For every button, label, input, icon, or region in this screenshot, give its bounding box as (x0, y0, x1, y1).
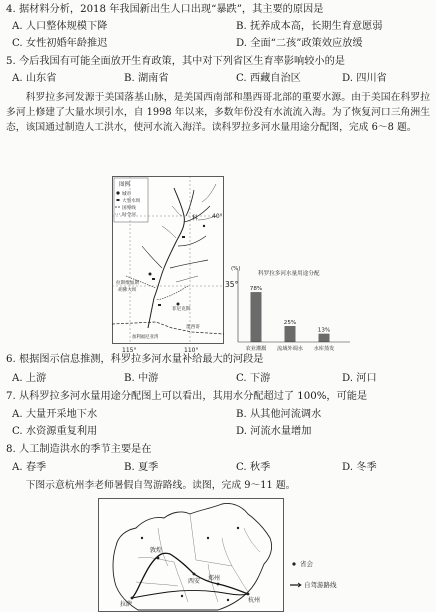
map1-legend-border: 国界线 (122, 206, 136, 211)
q5-stem: 5. 今后我国有可能全面放开生育政策，其中对下列省区生育率影响较小的是 (6, 56, 345, 67)
q7-option-d: D. 河流水量增加 (236, 426, 312, 437)
q6-option-b: B. 中游 (124, 373, 159, 384)
q8-option-c: C. 秋季 (236, 462, 271, 473)
map1-label-gulf: 加利福尼亚湾 (132, 335, 159, 340)
map1-legend-city: 城市 (122, 192, 132, 197)
china-roadtrip-map (98, 498, 284, 612)
map1-legend-seasonal-river: 时令河 (122, 213, 136, 218)
map1-label-lasvegas: 拉斯维加斯 (116, 281, 139, 286)
q7-stem: 7. 从科罗拉多河水量用途分配图上可以看出，其用水分配超过了 100%，可能是 (6, 391, 368, 402)
bar-1 (285, 326, 296, 342)
q8-option-a: A. 春季 (12, 462, 47, 473)
q5-option-c: C. 西藏自治区 (236, 73, 301, 84)
map2-label-dunhuang: 敦煌 (150, 547, 163, 554)
q5-option-b: B. 湖南省 (124, 73, 169, 84)
q6-stem: 6. 根据图示信息推测，科罗拉多河水量补给最大的河段是 (6, 354, 264, 365)
capital-symbol-icon (292, 562, 295, 565)
q5-option-d: D. 四川省 (342, 73, 387, 84)
map1-lat-40: 40° (212, 213, 223, 220)
bar-0 (251, 292, 262, 342)
map1-lat-35: 35° (225, 280, 239, 289)
chart-ylabel: (%) (231, 266, 241, 272)
q8-option-b: B. 夏季 (124, 462, 159, 473)
chart-title: 科罗拉多河水量用途分配 (258, 271, 320, 277)
map1-label-hoover: 胡佛大坝 (118, 288, 137, 293)
colorado-basin-map (112, 176, 224, 354)
q7-option-a: A. 大量开采地下水 (12, 409, 98, 420)
q4-option-b: B. 抚养成本高，长期生育意愿弱 (236, 21, 383, 32)
map1-lon-115: 115° (122, 347, 137, 354)
bar-value-label-1: 25% (283, 320, 297, 326)
passage-roadtrip: 下图示意杭州李老师暑假自驾游路线。读图，完成 9～11 题。 (25, 480, 296, 491)
map2-label-zhengzhou: 郑州 (208, 575, 221, 582)
water-use-bar-chart (230, 264, 352, 354)
map2-legend (290, 558, 370, 594)
map1-label-phoenix: 菲尼克斯 (172, 307, 191, 312)
q4-option-d: D. 全面“二孩”政策效应放缓 (236, 38, 363, 49)
bar-2 (319, 334, 330, 342)
q4-stem: 4. 据材料分析，2018 年我国新出生人口出现“暴跌”，其主要的原因是 (6, 4, 324, 15)
q7-option-c: C. 水资源重复利用 (12, 426, 98, 437)
q6-option-c: C. 下游 (236, 373, 271, 384)
map2-legend-capital: 省会 (300, 560, 313, 568)
map2-label-hangzhou: 杭州 (248, 597, 261, 604)
map2-label-lasa: 拉萨 (120, 601, 133, 608)
q8-stem: 8. 人工制造洪水的季节主要是在 (6, 444, 152, 455)
q6-option-d: D. 河口 (342, 373, 377, 384)
map1-label-river: 科 (192, 215, 199, 222)
bar-value-label-0: 78% (249, 286, 263, 293)
bar-category-label-0: 农业灌溉 (245, 346, 267, 352)
map1-lon-110: 110° (184, 347, 199, 354)
map2-legend-route: 自驾游路线 (304, 581, 337, 589)
q7-option-b: B. 从其他河流调水 (236, 409, 322, 420)
q8-option-d: D. 冬季 (342, 462, 377, 473)
q4-option-a: A. 人口整体规模下降 (12, 21, 108, 32)
passage-colorado: 科罗拉多河发源于美国落基山脉，是美国西南部和墨西哥北部的重要水源。由于美国在科罗拉多河上修建了大量水坝引水，自 1998 年以来，多数年份没有水流流入海。为了恢复河口三角洲生态，该国通过制造人工洪水，使河水流入海洋。读科罗拉多河水量用途分配图，完成 6～8 题。 (6, 92, 430, 134)
bar-category-label-1: 流域外调水 (277, 346, 303, 352)
map1-legend-title: 图例 (119, 182, 131, 188)
map2-label-xian: 西安 (188, 578, 201, 585)
q5-option-a: A. 山东省 (12, 73, 57, 84)
q4-option-c: C. 女性初婚年龄推迟 (12, 38, 108, 49)
bar-value-label-2: 13% (317, 327, 331, 334)
bar-category-label-2: 水库蒸发 (313, 346, 335, 352)
map1-label-mexico: 墨西哥 (186, 325, 200, 330)
map1-legend-dam: 大型水坝 (122, 199, 141, 204)
q6-option-a: A. 上游 (12, 373, 47, 384)
